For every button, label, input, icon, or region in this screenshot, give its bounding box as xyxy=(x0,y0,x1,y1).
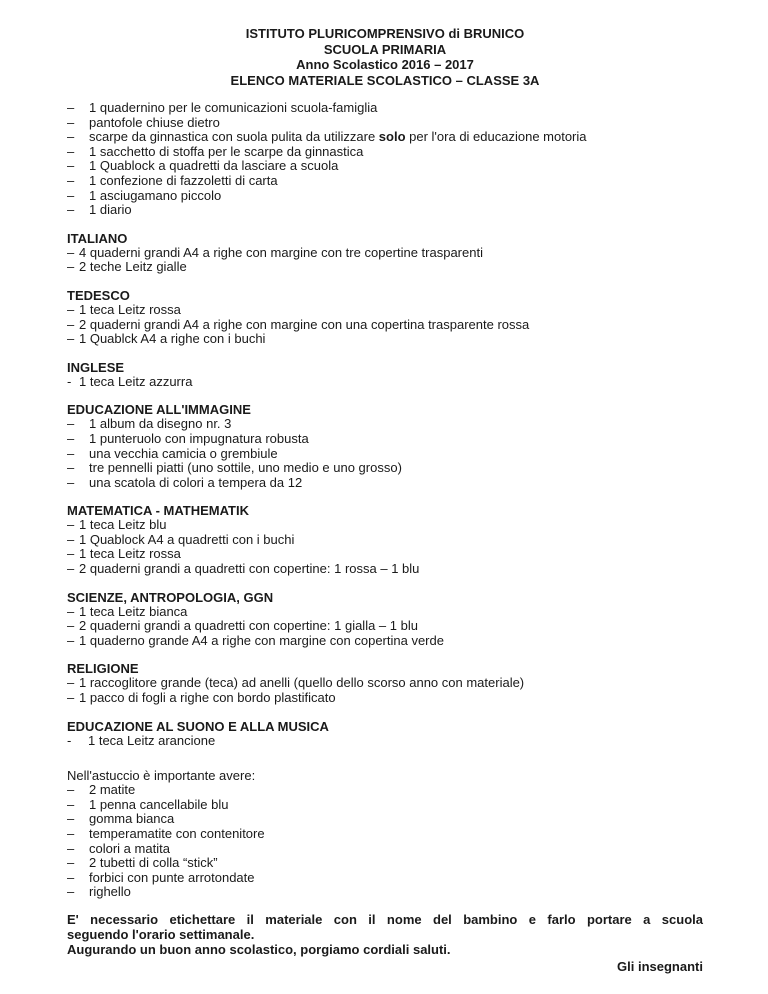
dash-bullet-icon: – xyxy=(67,618,75,634)
dash-bullet-icon: – xyxy=(67,416,75,432)
dash-bullet-icon: – xyxy=(67,114,75,130)
document-title: ELENCO MATERIALE SCOLASTICO – CLASSE 3A xyxy=(230,72,540,88)
list-item: – 2 quaderni grandi A4 a righe con margine con una copertina trasparente rossa xyxy=(67,316,530,332)
dash-bullet-icon: – xyxy=(67,603,75,619)
list-item: – 1 pacco di fogli a righe con bordo plastificato xyxy=(67,690,336,706)
list-item: – tre pennelli piatti (uno sottile, uno medio e uno grosso) xyxy=(67,460,402,476)
general-section xyxy=(67,101,703,218)
section-title: SCIENZE, ANTROPOLOGIA, GGN xyxy=(67,589,274,605)
list-item: – 1 quaderno grande A4 a righe con margine con copertina verde xyxy=(67,632,444,648)
closing-greeting: Augurando un buon anno scolastico, porgiamo cordiali saluti. xyxy=(67,941,451,957)
dash-bullet-icon: – xyxy=(67,202,75,218)
dash-bullet-icon: – xyxy=(67,811,75,827)
section-religione xyxy=(67,661,703,705)
dash-bullet-icon: – xyxy=(67,460,75,476)
section-scienze xyxy=(67,590,703,649)
dash-bullet-icon: – xyxy=(67,884,75,900)
dash-bullet-icon: – xyxy=(67,840,75,856)
list-item: – 1 quadernino per le comunicazioni scuola-famiglia xyxy=(67,100,378,115)
list-item: – 1 Quablck A4 a righe con i buchi xyxy=(67,331,266,347)
list-item: – una scatola di colori a tempera da 12 xyxy=(67,474,303,490)
dash-bullet-icon: – xyxy=(67,561,75,577)
document-page xyxy=(67,0,703,974)
list-item: – 1 teca Leitz rossa xyxy=(67,301,181,317)
list-item: – 1 Quablock A4 a quadretti con i buchi xyxy=(67,531,295,547)
list-item: – 1 penna cancellabile blu xyxy=(67,796,229,812)
dash-bullet-icon: – xyxy=(67,675,75,691)
list-item: – 1 raccoglitore grande (teca) ad anelli (quello dello scorso anno con materiale) xyxy=(67,675,525,691)
closing-line-2: seguendo l'orario settimanale. xyxy=(67,926,255,942)
dash-bullet-icon: – xyxy=(67,445,75,461)
list-item: – 2 tubetti di colla “stick” xyxy=(67,855,218,871)
list-item: – temperamatite con contenitore xyxy=(67,826,265,841)
dash-bullet-icon: – xyxy=(67,331,75,347)
dash-bullet-icon: – xyxy=(67,301,75,317)
list-item: – 1 Quablock a quadretti da lasciare a scuola xyxy=(67,158,339,174)
dash-bullet-icon: – xyxy=(67,129,75,145)
section-title: EDUCAZIONE ALL'IMMAGINE xyxy=(67,402,251,418)
section-italiano xyxy=(67,231,703,275)
dash-bullet-icon: – xyxy=(67,316,75,332)
list-item: – 2 teche Leitz gialle xyxy=(67,259,187,275)
list-item: – una vecchia camicia o grembiule xyxy=(67,445,278,461)
dash-bullet-icon: – xyxy=(67,158,75,174)
section-title: EDUCAZIONE AL SUONO E ALLA MUSICA xyxy=(67,718,329,734)
dash-bullet-icon: – xyxy=(67,187,75,203)
list-item: – 1 confezione di fazzoletti di carta xyxy=(67,172,278,188)
list-item: – 1 sacchetto di stoffa per le scarpe da ginnastica xyxy=(67,143,364,159)
school-name: ISTITUTO PLURICOMPRENSIVO di BRUNICO xyxy=(245,26,525,41)
section-title: RELIGIONE xyxy=(67,661,139,677)
dash-bullet-icon: – xyxy=(67,796,75,812)
list-item: – pantofole chiuse dietro xyxy=(67,114,220,130)
list-item: – 1 teca Leitz bianca xyxy=(67,603,188,619)
list-item: – colori a matita xyxy=(67,840,170,856)
dash-bullet-icon: – xyxy=(67,826,75,841)
list-item: - 1 teca Leitz arancione xyxy=(67,732,216,748)
list-item: – 1 teca Leitz blu xyxy=(67,517,167,533)
school-type: SCUOLA PRIMARIA xyxy=(323,41,447,57)
list-item: – 1 punteruolo con impugnatura robusta xyxy=(67,430,309,446)
list-item: – forbici con punte arrotondate xyxy=(67,869,255,885)
list-item: – 2 quaderni grandi a quadretti con copertine: 1 gialla – 1 blu xyxy=(67,618,418,634)
list-item: – 1 diario xyxy=(67,202,132,218)
list-item: – 1 teca Leitz rossa xyxy=(67,546,181,562)
section-matematica xyxy=(67,503,703,576)
hyphen-bullet-icon: - xyxy=(67,732,72,748)
dash-bullet-icon: – xyxy=(67,172,75,188)
section-inglese xyxy=(67,360,703,390)
dash-bullet-icon: – xyxy=(67,474,75,490)
list-item: – righello xyxy=(67,884,131,900)
section-title: MATEMATICA - MATHEMATIK xyxy=(67,503,249,519)
section-title: INGLESE xyxy=(67,359,125,375)
dash-bullet-icon: – xyxy=(67,690,75,706)
section-musica xyxy=(67,719,703,749)
dash-bullet-icon: – xyxy=(67,869,75,885)
section-title: ITALIANO xyxy=(67,230,128,246)
dash-bullet-icon: – xyxy=(67,259,75,275)
school-year: Anno Scolastico 2016 – 2017 xyxy=(296,57,474,72)
list-item: – 1 asciugamano piccolo xyxy=(67,187,222,203)
dash-bullet-icon: – xyxy=(67,546,75,562)
section-tedesco xyxy=(67,288,703,347)
list-item: – gomma bianca xyxy=(67,811,175,827)
astuccio-intro: Nell'astuccio è importante avere: xyxy=(67,768,256,784)
dash-bullet-icon: – xyxy=(67,517,75,533)
closing-line-1: E' necessario etichettare il materiale con il nome del bambino e farlo portare a scuola xyxy=(67,911,703,927)
list-item: - 1 teca Leitz azzurra xyxy=(67,373,193,389)
dash-bullet-icon: – xyxy=(67,855,75,871)
dash-bullet-icon: – xyxy=(67,531,75,547)
list-item: – 4 quaderni grandi A4 a righe con margine con tre copertine trasparenti xyxy=(67,244,483,260)
hyphen-bullet-icon: - xyxy=(67,373,72,389)
emphasis-solo: solo xyxy=(378,129,406,145)
dash-bullet-icon: – xyxy=(67,430,75,446)
document-header xyxy=(67,0,703,88)
signature: Gli insegnanti xyxy=(617,958,703,974)
list-item: – scarpe da ginnastica con suola pulita da utilizzare solo per l'ora di educazione motoria xyxy=(67,129,587,145)
general-list xyxy=(67,101,703,218)
list-item: – 2 matite xyxy=(67,782,136,798)
section-title: TEDESCO xyxy=(67,287,130,303)
dash-bullet-icon: – xyxy=(67,143,75,159)
list-item: – 2 quaderni grandi a quadretti con copertine: 1 rossa – 1 blu xyxy=(67,561,420,577)
section-astuccio xyxy=(67,768,703,900)
dash-bullet-icon: – xyxy=(67,244,75,260)
section-educazione-immagine xyxy=(67,402,703,490)
closing-note xyxy=(67,912,703,957)
dash-bullet-icon: – xyxy=(67,100,75,115)
dash-bullet-icon: – xyxy=(67,632,75,648)
list-item: – 1 album da disegno nr. 3 xyxy=(67,416,232,432)
dash-bullet-icon: – xyxy=(67,782,75,798)
